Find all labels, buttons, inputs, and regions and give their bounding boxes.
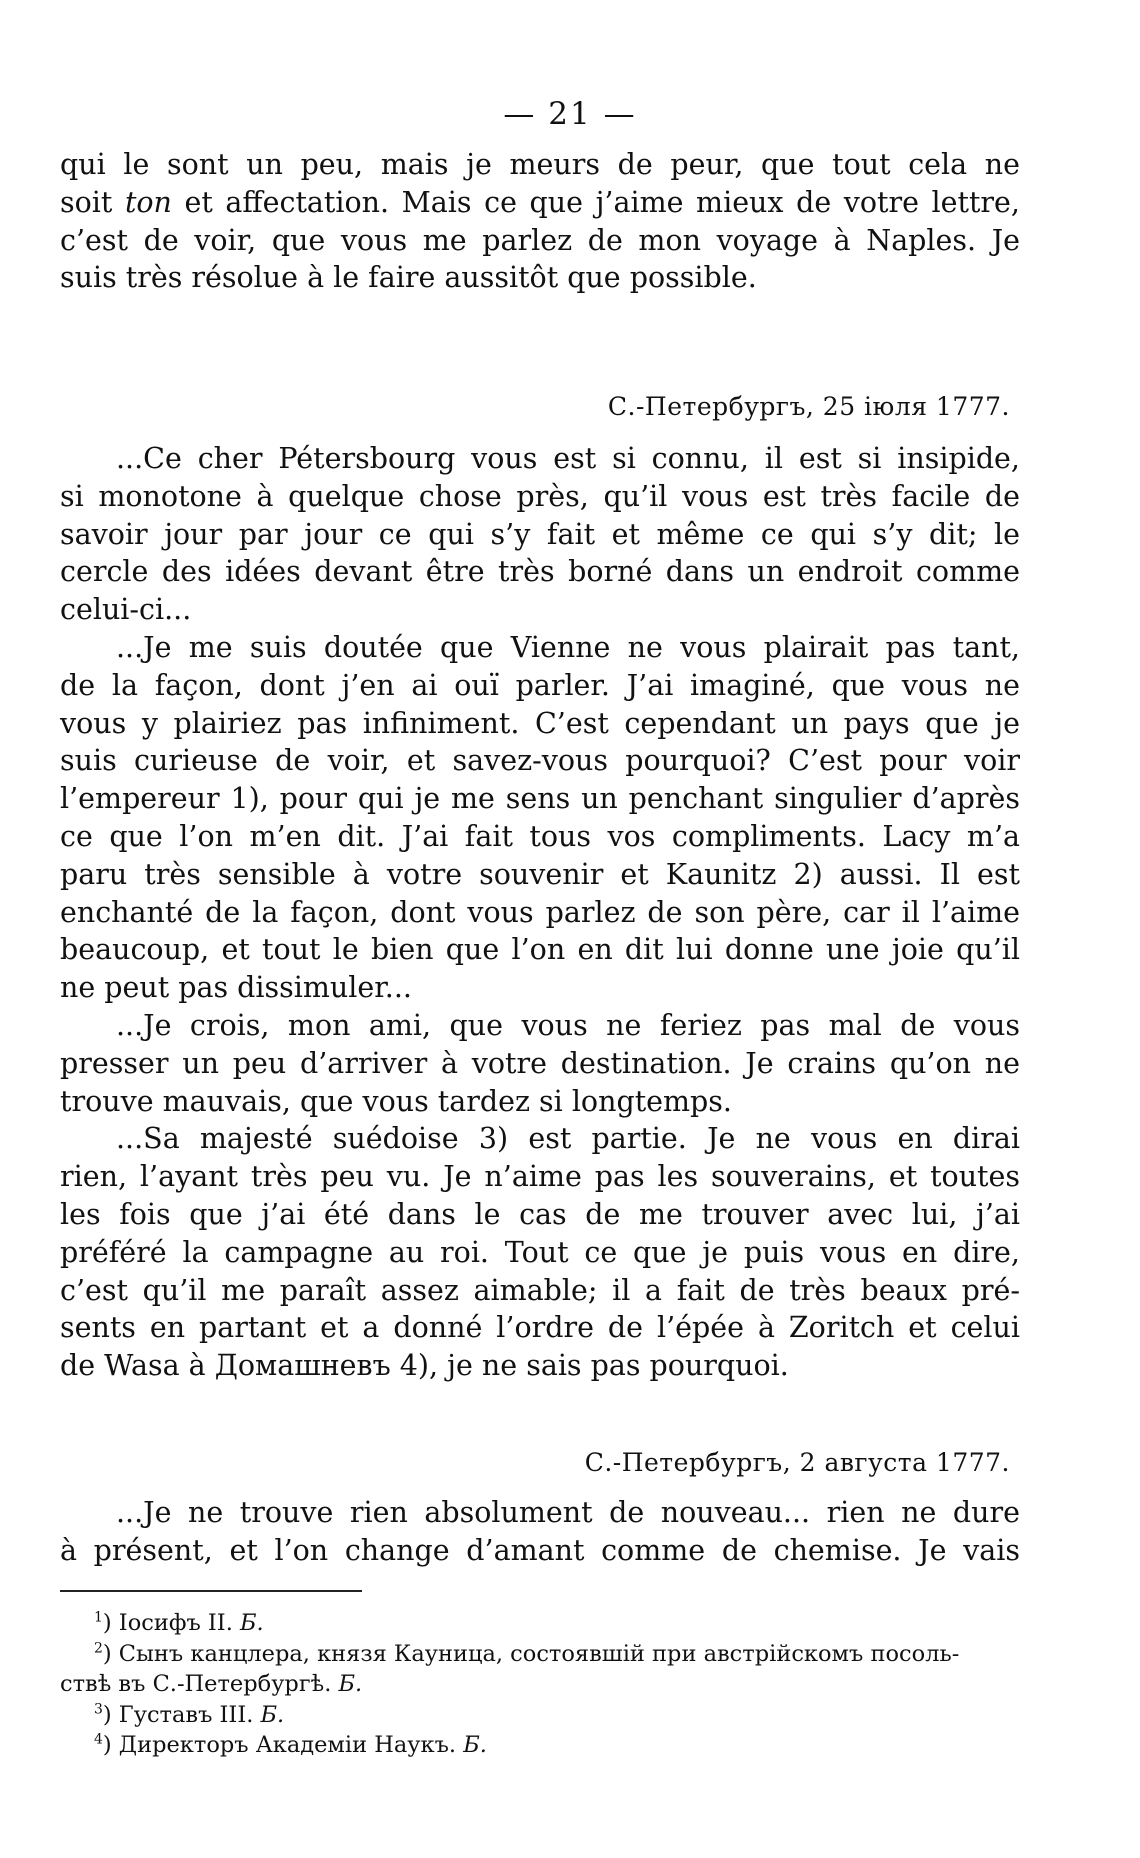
text-line: de la façon, dont j’en ai ouï parler. J’ai imaginé, que vous ne	[60, 668, 1020, 702]
text-line: savoir jour par jour ce qui s’y fait et même ce qui s’y dit; le	[60, 517, 1020, 551]
italic-word: ton	[124, 185, 172, 219]
footnote-4	[60, 1730, 1020, 1761]
letter-25-july	[60, 440, 1020, 1385]
text-line: ce que l’on m’en dit. J’ai fait tous vos compliments. Lacy m’a	[60, 819, 1020, 853]
text-line: ne peut pas dissimuler...	[60, 971, 412, 1005]
footnote-text: ) Директоръ Академіи Наукъ.	[102, 1732, 464, 1759]
text-line: enchanté de la façon, dont vous parlez de son père, car il l’aime	[60, 895, 1020, 929]
text-line: de Wasa à Домашневъ 4), je ne sais pas pourquoi.	[60, 1349, 789, 1383]
footnote-mark: 4	[94, 1731, 103, 1748]
footnote-2-continued	[60, 1669, 1020, 1700]
text-line: suis très résolue à le faire aussitôt que possible.	[60, 261, 757, 295]
footnote-text: ) Іосифъ II.	[102, 1610, 240, 1636]
footnote-2	[60, 1639, 1020, 1670]
text-line: celui-ci...	[60, 593, 192, 627]
footnote-mark: 2	[94, 1640, 103, 1657]
letter-2-august	[60, 1494, 1020, 1570]
text-line: c’est qu’il me paraît assez aimable; il a fait de très beaux pré-	[60, 1273, 1020, 1307]
dateline-25-july: С.-Петербургъ, 25 іюля 1777.	[607, 392, 1010, 421]
footnote-mark: 1	[94, 1609, 103, 1626]
text-line: sents en partant et a donné l’ordre de l’épée à Zoritch et celui	[60, 1311, 1020, 1345]
text-line: ...Je me suis doutée que Vienne ne vous plairait pas tant,	[116, 630, 1020, 664]
footnotes	[60, 1608, 1020, 1761]
text-line: ...Je crois, mon ami, que vous ne feriez pas mal de vous	[116, 1008, 1020, 1042]
text-line: c’est de voir, que vous me parlez de mon voyage à Naples. Je	[60, 223, 1020, 257]
text-line: les fois que j’ai été dans le cas de me trouver avec lui, j’ai	[60, 1197, 1020, 1231]
text-line: préféré la campagne au roi. Tout ce que je puis vous en dire,	[60, 1235, 1020, 1269]
text-line: ...Ce cher Pétersbourg vous est si connu, il est si insipide,	[116, 442, 1020, 475]
text-line: ...Je ne trouve rien absolument de nouveau... rien ne dure	[116, 1496, 1020, 1529]
footnote-text: ствѣ въ С.-Петербургѣ.	[60, 1671, 339, 1698]
text-line: qui le sont un peu, mais je meurs de peur, que tout cela ne	[60, 148, 1020, 181]
footnote-text: ) Сынъ канцлера, князя Кауница, состоявшій при австрійскомъ посоль-	[102, 1640, 960, 1667]
footnote-text: ) Густавъ III.	[102, 1701, 261, 1728]
footnote-divider	[60, 1590, 362, 1592]
footnote-signature: Б.	[463, 1732, 487, 1759]
text-line: trouve mauvais, que vous tardez si longtemps.	[60, 1084, 732, 1118]
footnote-signature: Б.	[338, 1671, 363, 1698]
text-line-with-italic	[60, 184, 1020, 222]
text-line: l’empereur 1), pour qui je me sens un penchant singulier d’après	[60, 782, 1020, 816]
text-line: cercle des idées devant être très borné dans un endroit comme	[60, 555, 1020, 589]
text-line: paru très sensible à votre souvenir et Kaunitz 2) aussi. Il est	[60, 857, 1020, 891]
text-line: rien, l’ayant très peu vu. Je n’aime pas les souverains, et toutes	[60, 1160, 1020, 1194]
dateline-2-august: С.-Петербургъ, 2 августа 1777.	[584, 1448, 1010, 1477]
text-line: beaucoup, et tout le bien que l’on en dit lui donne une joie qu’il	[60, 933, 1020, 967]
text-line: vous y plairiez pas infiniment. C’est cependant un pays que je	[60, 706, 1020, 740]
text-line: ...Sa majesté suédoise 3) est partie. Je ne vous en dirai	[116, 1122, 1020, 1156]
text-line: à présent, et l’on change d’amant comme de chemise. Je vais	[60, 1533, 1020, 1567]
text-line: si monotone à quelque chose près, qu’il vous est très facile de	[60, 479, 1020, 513]
footnote-1	[60, 1608, 1020, 1639]
footnote-mark: 3	[94, 1701, 103, 1718]
footnote-signature: Б.	[240, 1610, 264, 1636]
text-fragment: soit	[60, 185, 125, 219]
page-number: — 21 —	[503, 96, 637, 132]
opening-paragraph	[60, 146, 1020, 297]
text-line: suis curieuse de voir, et savez-vous pourquoi? C’est pour voir	[60, 744, 1020, 778]
footnote-signature: Б.	[260, 1701, 285, 1728]
text-line: presser un peu d’arriver à votre destination. Je crains qu’on ne	[60, 1046, 1020, 1080]
text-fragment: et affectation. Mais ce que j’aime mieux de votre lettre,	[171, 185, 1020, 219]
footnote-3	[60, 1700, 1020, 1731]
